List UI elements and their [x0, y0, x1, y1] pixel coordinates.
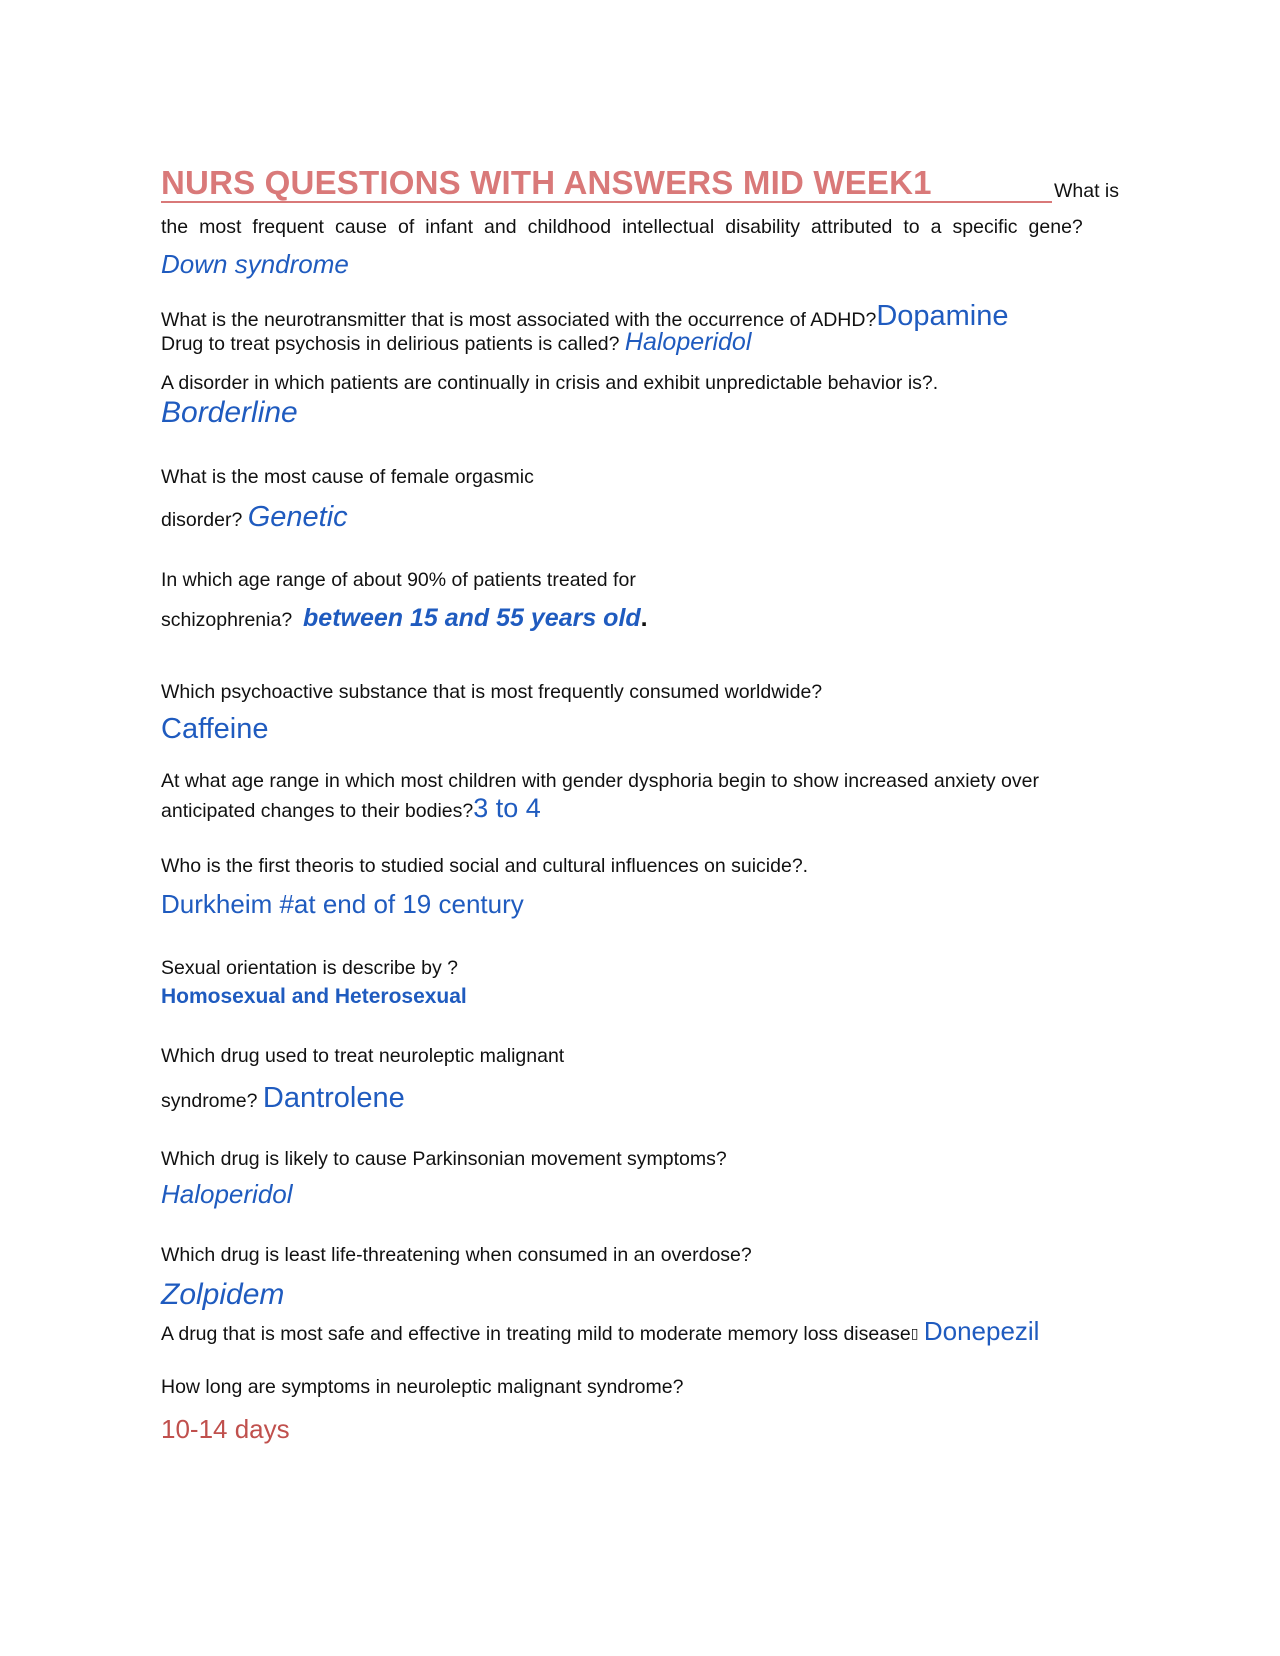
answer-13: Zolpidem	[161, 1278, 285, 1311]
question-9: Who is the first theoris to studied social and cultural influences on suicide?.	[161, 855, 809, 877]
question-11-line-2: syndrome? Dantrolene	[161, 1082, 405, 1114]
answer-3: Haloperidol	[624, 328, 752, 356]
missing-glyph-icon: ▯	[910, 1325, 919, 1341]
answer-10: Homosexual and Heterosexual	[161, 985, 467, 1008]
question-7: Which psychoactive substance that is most frequently consumed worldwide?	[161, 681, 823, 703]
answer-15: 10-14 days	[161, 1414, 290, 1444]
question-1-lead: What is	[1054, 180, 1120, 202]
answer-14: Donepezil	[923, 1316, 1040, 1346]
question-10: Sexual orientation is describe by ?	[161, 957, 459, 979]
question-1: the most frequent cause of infant and childhood intellectual disability attributed to a specific gene?	[161, 216, 1083, 238]
answer-7: Caffeine	[161, 713, 269, 745]
answer-4: Borderline	[161, 396, 298, 429]
question-5-line-1: What is the most cause of female orgasmic	[161, 466, 534, 488]
question-6-line-1: In which age range of about 90% of patients treated for	[161, 569, 636, 591]
question-6-line-2: schizophrenia? between 15 and 55 years old.	[161, 604, 648, 632]
question-15: How long are symptoms in neuroleptic malignant syndrome?	[161, 1376, 684, 1398]
answer-8: 3 to 4	[473, 793, 541, 823]
document-title: NURS QUESTIONS WITH ANSWERS MID WEEK1	[161, 164, 932, 201]
answer-1: Down syndrome	[161, 249, 349, 279]
question-13: Which drug is least life-threatening when consumed in an overdose?	[161, 1244, 752, 1266]
answer-6: between 15 and 55 years old	[303, 604, 641, 632]
question-11-line-1: Which drug used to treat neuroleptic malignant	[161, 1045, 565, 1067]
question-4: A disorder in which patients are continually in crisis and exhibit unpredictable behavior is?.	[161, 372, 939, 394]
question-8-line-1: At what age range in which most children with gender dysphoria begin to show increased anxiety over	[161, 770, 1039, 792]
question-8-line-2: anticipated changes to their bodies?3 to 4	[161, 793, 541, 823]
answer-11: Dantrolene	[262, 1082, 405, 1114]
question-5-line-2: disorder? Genetic	[161, 501, 348, 533]
title-underline	[161, 201, 1052, 203]
question-2: What is the neurotransmitter that is most associated with the occurrence of ADHD?Dopamine	[161, 300, 1009, 332]
answer-9: Durkheim #at end of 19 century	[161, 889, 524, 919]
answer-2: Dopamine	[876, 300, 1009, 332]
question-3: Drug to treat psychosis in delirious patients is called? Haloperidol	[161, 328, 752, 356]
answer-5: Genetic	[247, 501, 348, 533]
question-12: Which drug is likely to cause Parkinsonian movement symptoms?	[161, 1148, 727, 1170]
question-14: A drug that is most safe and effective in treating mild to moderate memory loss disease▯ Donepezil	[161, 1316, 1040, 1346]
answer-12: Haloperidol	[161, 1179, 293, 1209]
